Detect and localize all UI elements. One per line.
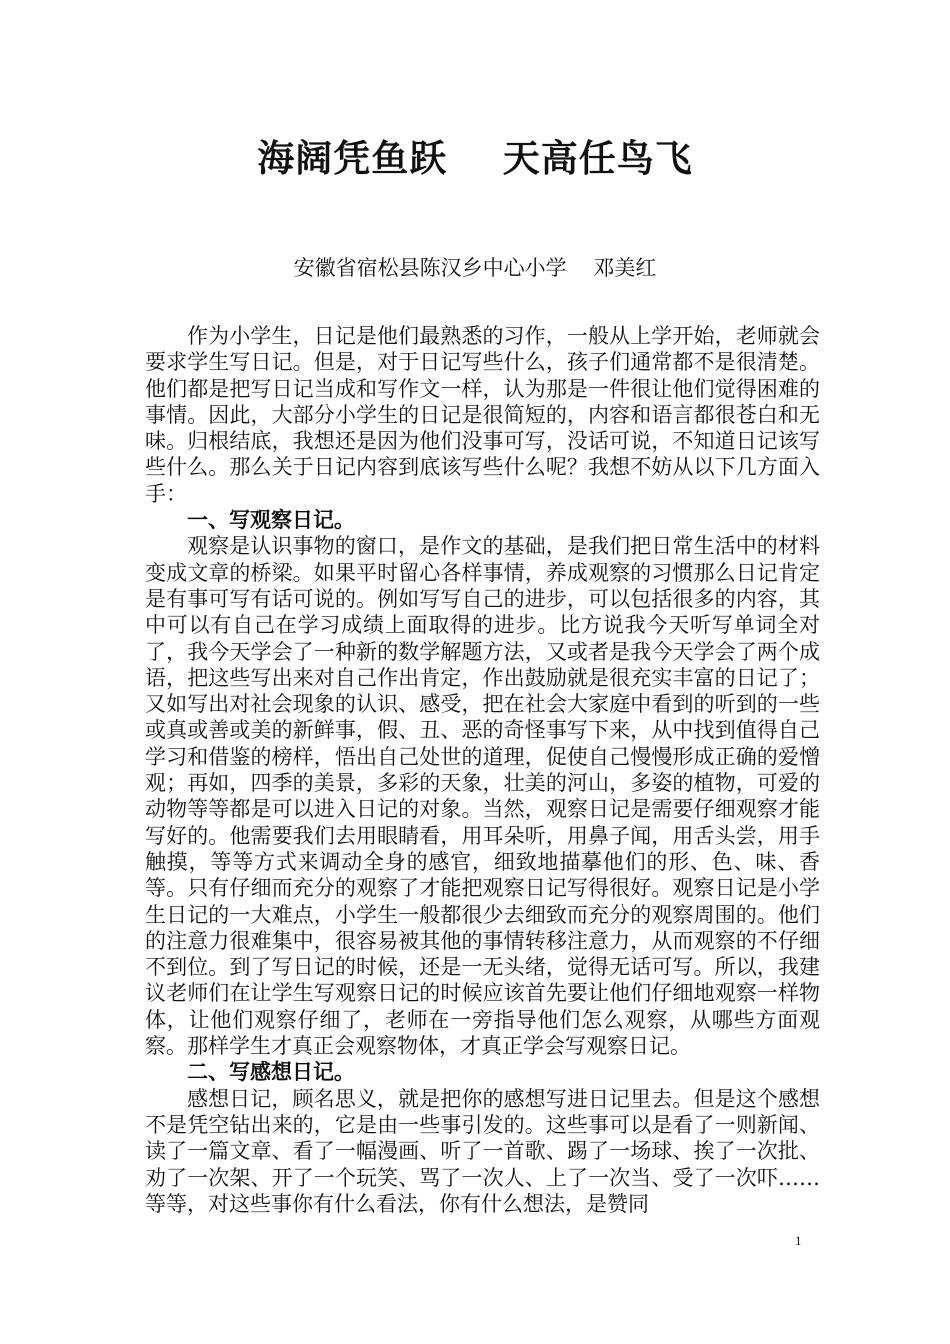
page-number: 1 — [795, 1233, 802, 1248]
section-heading-observation: 一、写观察日记。 — [187, 507, 355, 533]
document-title: 海阔凭鱼跃 天高任鸟飞 — [257, 136, 693, 180]
intro-paragraph: 作为小学生，日记是他们最熟悉的习作，一般从上学开始，老师就会要求学生写日记。但是，对于日记写些什么，孩子们通常都不是很清楚。他们都是把写日记当成和写作文一样，认为那是一件很让他们觉得困难的事情。因此，大部分小学生的日记是很简短的，内容和语言都很苍白和无味。归根结底，我想还是因为他们没事可写，没话可说，不知道日记该写些什么。那么关于日记内容到底该写些什么呢？我想不妨从以下几方面入手： — [145, 324, 820, 506]
reflection-paragraph: 感想日记，顾名思义，就是把你的感想写进日记里去。但是这个感想不是凭空钻出来的，它是由一些事引发的。这些事可以是看了一则新闻、读了一篇文章、看了一幅漫画、听了一首歌、踢了一场球、挨了一次批、劝了一次架、开了一个玩笑、骂了一次人、上了一次当、受了一次吓……等等，对这些事你有什么看法，你有什么想法，是赞同 — [145, 1086, 820, 1216]
document-body — [145, 323, 820, 1217]
author-line: 安徽省宿松县陈汉乡中心小学 邓美红 — [293, 256, 657, 280]
section-heading-reflection: 二、写感想日记。 — [187, 1059, 355, 1085]
observation-paragraph: 观察是认识事物的窗口，是作文的基础，是我们把日常生活中的材料变成文章的桥梁。如果平时留心各样事情，养成观察的习惯那么日记肯定是有事可写有话可说的。例如写写自己的进步，可以包括很多的内容，其中可以有自己在学习成绩上面取得的进步。比方说我今天听写单词全对了，我今天学会了一种新的数学解题方法，又或者是我今天学会了两个成语，把这些写出来对自己作出肯定，作出鼓励就是很充实丰富的日记了；又如写出对社会现象的认识、感受，把在社会大家庭中看到的听到的一些或真或善或美的新鲜事，假、丑、恶的奇怪事写下来，从中找到值得自己学习和借鉴的榜样，悟出自己处世的道理，促使自己慢慢形成正确的爱憎观；再如，四季的美景，多彩的天象，壮美的河山，多姿的植物，可爱的动物等等都是可以进入日记的对象。当然，观察日记是需要仔细观察才能写好的。他需要我们去用眼睛看，用耳朵听，用鼻子闻，用舌头尝，用手触摸，等等方式来调动全身的感官，细致地描摹他们的形、色、味、香等。只有仔细而充分的观察了才能把观察日记写得很好。观察日记是小学生日记的一大难点，小学生一般都很少去细致而充分的观察周围的。他们的注意力很难集中，很容易被其他的事情转移注意力，从而观察的不仔细不到位。到了写日记的时候，还是一无头绪，觉得无话可写。所以，我建议老师们在让学生写观察日记的时候应该首先要让他们仔细地观察一样物体，让他们观察仔细了，老师在一旁指导他们怎么观察，从哪些方面观察。那样学生才真正会观察物体，才真正学会写观察日记。 — [145, 534, 820, 1059]
